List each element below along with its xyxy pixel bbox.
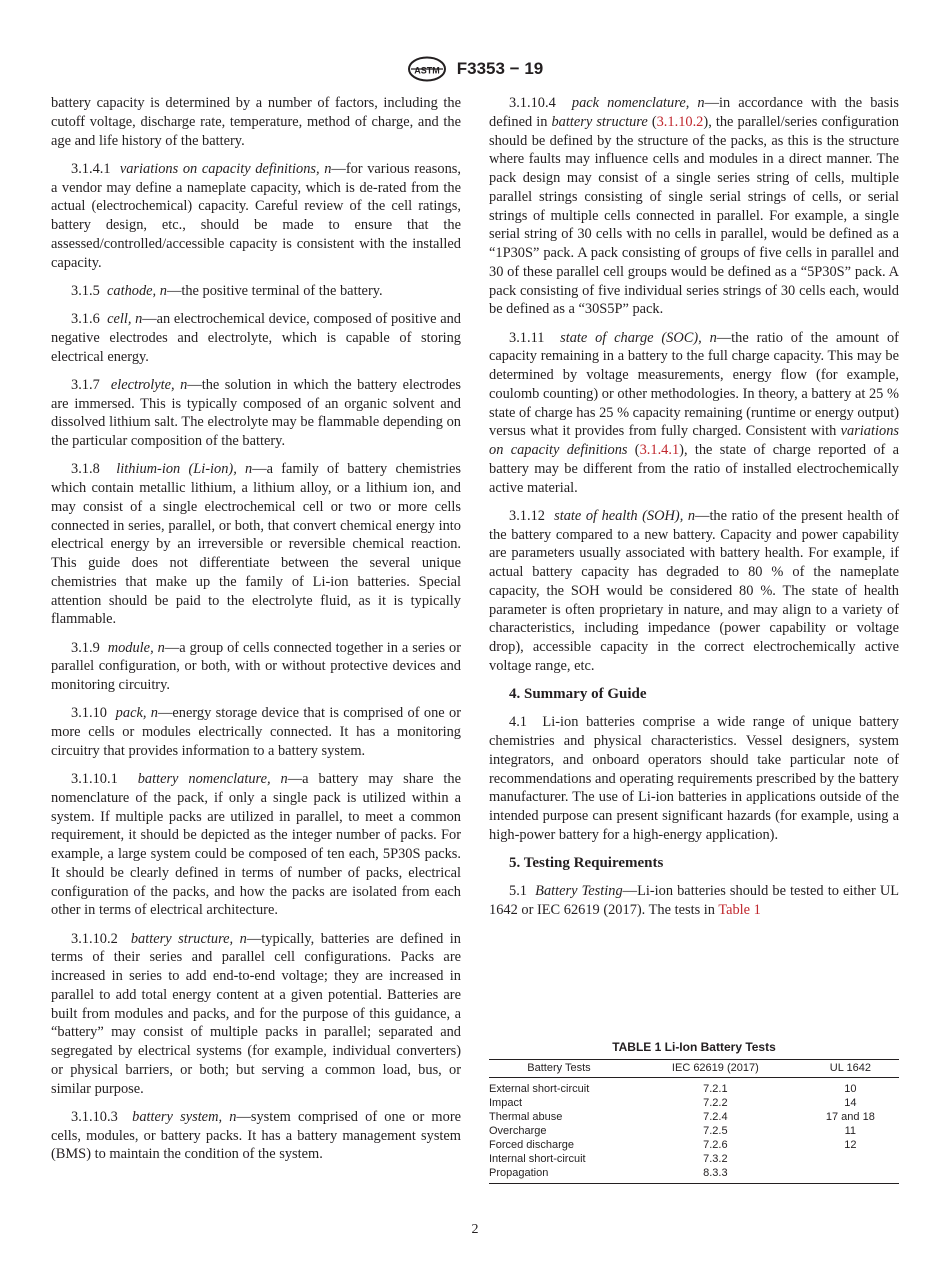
definition-text: , the state of charge reported of a battery may be different from the ratio of installed electrochemically active material. bbox=[489, 442, 900, 496]
section-heading-4: 4. Summary of Guide bbox=[509, 686, 647, 702]
paragraph-3-1-5 bbox=[51, 282, 461, 301]
definition-text: —the ratio of the present health of the battery compared to a new battery. Capacity and power capability are parameters usually associated with battery health. For example, if actual battery capacity has degraded to 80 % of the nameplate capacity, the SOH would be considered 80 %. The state of health parameter is often proprietary in nature, and may align to a variety of characteristics, including impedance (power capability or voltage drop), accessible capacity in the correct electrochemically active voltage range, etc. bbox=[489, 507, 900, 674]
paragraph-3-1-8 bbox=[51, 460, 461, 629]
section-number: 3.1.10 bbox=[71, 705, 107, 722]
table-row bbox=[489, 1078, 899, 1097]
definition-text: —in accordance with the basis defined in bbox=[489, 95, 900, 130]
section-heading-5: 5. Testing Requirements bbox=[509, 855, 664, 871]
paragraph-capacity-continued: battery capacity is determined by a number of factors, including the cutoff voltage, discharge rate, temperature, method of charge, and the age and life history of the battery. bbox=[51, 95, 461, 149]
table-cell: Overcharge bbox=[489, 1125, 547, 1137]
definition-text: —the solution in which the battery electrodes are immersed. This is typically composed of an organic solvent and dissolved lithium salt. The electrolyte may be flammable depending on the particular composition of the battery. bbox=[51, 376, 461, 449]
section-number: 3.1.11 bbox=[509, 329, 545, 346]
table-row bbox=[489, 1096, 899, 1110]
referenced-term: variations on capacity definitions bbox=[489, 423, 899, 458]
defined-term: battery system, n bbox=[132, 1108, 237, 1125]
section-number: 3.1.6 bbox=[71, 311, 100, 327]
defined-term: state of health (SOH), n bbox=[554, 507, 696, 524]
section-number: 3.1.4.1 bbox=[71, 160, 111, 177]
table-row bbox=[489, 1166, 899, 1184]
paragraph-4-1 bbox=[489, 713, 899, 844]
paragraph-3-1-6 bbox=[51, 310, 461, 366]
defined-term: pack nomenclature, n bbox=[571, 95, 705, 111]
defined-term: module, n bbox=[107, 639, 165, 656]
table-title: TABLE 1 Li-Ion Battery Tests bbox=[612, 1040, 776, 1054]
table-cell: 7.2.4 bbox=[703, 1111, 728, 1123]
astm-logo-icon bbox=[407, 56, 447, 82]
definition-text: —typically, batteries are defined in terms of their series and parallel cell configurations. Packs are increased in series to add end-to-end voltage; they are increased in parallel to add total energy content at a given potential. Batteries are built from modules and packs, and for the purpose of this guidance, a “battery” may consist of multiple packs in parallel; separated and segregated by electrical systems (for example, individual converters) or physical barriers, or both; but serving a common load, bus, or similar purpose. bbox=[51, 930, 461, 1097]
paragraph-3-1-10-3 bbox=[51, 1108, 461, 1164]
table-row bbox=[489, 1110, 899, 1124]
table-cell: External short-circuit bbox=[489, 1083, 590, 1095]
battery-tests-table bbox=[489, 1040, 899, 1184]
table-cell: Impact bbox=[489, 1097, 523, 1109]
table-cell bbox=[802, 1152, 899, 1166]
table-cell: 7.2.6 bbox=[703, 1139, 728, 1151]
definition-text: —the positive terminal of the battery. bbox=[166, 282, 383, 299]
table-cell bbox=[802, 1166, 899, 1184]
table-cell: 8.3.3 bbox=[629, 1166, 802, 1184]
table-cell: 7.2.5 bbox=[703, 1125, 728, 1137]
definition-text: —for various reasons, a vendor may define a nameplate capacity, which is de-rated from the actual (electrochemical) capacity. Careful review of the cell ratings, battery design, etc., should be made to ensure that the assessed/controlled/accessible capacity is consistent with the installed capacity. bbox=[51, 160, 461, 271]
section-number: 3.1.9 bbox=[71, 639, 100, 656]
section-number: 3.1.7 bbox=[71, 376, 100, 393]
column-header: Battery Tests bbox=[489, 1060, 629, 1078]
section-number: 3.1.10.4 bbox=[509, 95, 556, 111]
table-cell: 7.2.2 bbox=[703, 1097, 728, 1109]
definition-text: , the parallel/series configuration should be defined by the structure of the packs, as this is the structure where faults may influence cells and modules in a direct manner. The pack design may consist of a single series string of cells, multiple parallel strings consisting of single serial strings of cells, or serial strings of multiple cells connected in parallel. For example, a single serial string of 30 cells with no cells in parallel, would be defined as a “1P30S” pack. A pack consisting of groups of five cells in parallel and 30 of these parallel cell groups would be defined as a “5P30S” pack. A pack consisting of five individual series strings of 30 cells each, would be defined as a “30S5P” pack. bbox=[489, 113, 899, 318]
defined-term: battery nomenclature, n bbox=[137, 771, 288, 787]
paragraph-3-1-10-4: 3.1.10.4 pack nomenclature, n—in accordance with the basis defined in battery structure (3.1.10.2), the parallel/series configuration should be defined by the structure of the packs, as this is the structure where faults may influence cells and modules in a direct manner. The pack design may consist of a single series string of cells, multiple parallel strings consisting of single serial strings of cells, or serial strings of multiple cells connected in parallel. For example, a single serial string of 30 cells with no cells in parallel, would be defined as a “1P30S” pack. A pack consisting of groups of five cells in parallel and 30 of these parallel cell groups would be defined as a “5P30S” pack. A pack consisting of five individual series strings of 30 cells each, would be defined as a “30S5P” pack. bbox=[489, 95, 900, 318]
table-row bbox=[489, 1138, 899, 1152]
section-number: 3.1.12 bbox=[509, 507, 545, 524]
subsection-term: Battery Testing bbox=[535, 883, 623, 900]
page-header bbox=[0, 56, 950, 82]
column-header: IEC 62619 (2017) bbox=[629, 1060, 802, 1078]
paragraph-text: —Li-ion batteries should be tested to either UL 1642 or IEC 62619 (2017). The tests in bbox=[489, 883, 900, 918]
column-header: UL 1642 bbox=[802, 1060, 899, 1078]
section-number: 3.1.8 bbox=[71, 461, 100, 478]
paragraph-3-1-10-2 bbox=[51, 930, 461, 1099]
defined-term: battery structure, n bbox=[130, 930, 247, 947]
definition-text: —energy storage device that is comprised of one or more cells or modules electrically connected. It has a monitoring circuitry that provides information to a battery system. bbox=[51, 705, 461, 759]
table-row bbox=[489, 1152, 899, 1166]
defined-term: variations on capacity definitions, n bbox=[119, 160, 332, 177]
table-row bbox=[489, 1124, 899, 1138]
defined-term: lithium-ion (Li-ion), n bbox=[116, 461, 253, 478]
right-column bbox=[489, 94, 899, 929]
definition-text: —system comprised of one or more cells, modules, or battery packs. It has a battery management system (BMS) to maintain the condition of the system. bbox=[51, 1108, 461, 1163]
section-number: 3.1.10.2 bbox=[71, 930, 118, 947]
paragraph-3-1-7 bbox=[51, 376, 461, 451]
logo-text: ASTM bbox=[414, 65, 440, 76]
table-cell: Thermal abuse bbox=[489, 1111, 563, 1123]
paragraph-text: Li-ion batteries comprise a wide range of unique battery chemistries and physical characteristics. Vessel designers, system integrators, and onboard operators should take particular note of recommendations and operating requirements prescribed by the battery manufacturer. The use of Li-ion batteries in applications outside of the intended purpose can present significant hazards (for example, using a high-power battery for a high-energy application). bbox=[489, 714, 899, 843]
definition-text: —an electrochemical device, composed of positive and negative electrodes and electrolyte, which is capable of storing electrical energy. bbox=[51, 311, 461, 365]
defined-term: state of charge (SOC), n bbox=[560, 329, 717, 346]
section-number: 3.1.5 bbox=[71, 282, 100, 299]
section-number: 4.1 bbox=[509, 714, 527, 731]
paragraph-5-1 bbox=[489, 882, 899, 920]
defined-term: cathode, n bbox=[106, 282, 167, 299]
paragraph-3-1-11: 3.1.11 state of charge (SOC), n—the ratio of the amount of capacity remaining in a battery to the full charge capacity. This may be determined by voltage measurements, energy flow (for example, coulomb counting) or other methodologies. In theory, a battery at 25 % state of charge has 25 % capacity remaining (runtime or energy output) versus what it provides from fully charged. Consistent with variations on capacity definitions (3.1.4.1), the state of charge reported of a battery may be different from the ratio of installed electrochemically active material. bbox=[489, 329, 900, 496]
table-reference-link[interactable]: Table 1 bbox=[718, 902, 761, 918]
table-header-row bbox=[489, 1060, 899, 1078]
section-number: 3.1.10.1 bbox=[71, 771, 118, 787]
paragraph-3-1-10 bbox=[51, 704, 461, 760]
definition-text: —a family of battery chemistries which contain metallic lithium, a lithium alloy, or a lithium ion, and may consist of a single electrochemical cell or two or more cells connected in series, parallel, or both, that convert chemical energy into electrical energy by an irreversible or reversible chemical reaction. This guide does not differentiate between the several unique chemistries that make up the family of Li-ion batteries. Special attention should be paid to the electrolyte fluid, as it is typically flammable. bbox=[51, 461, 461, 628]
cross-reference-link[interactable]: 3.1.10.2 bbox=[656, 113, 704, 130]
table-cell: 17 and 18 bbox=[825, 1111, 875, 1123]
paragraph-3-1-4-1 bbox=[51, 160, 461, 273]
definition-text: —a group of cells connected together in a series or parallel configuration, or both, with or without protective devices and monitoring circuitry. bbox=[51, 639, 461, 693]
paragraph-3-1-9 bbox=[51, 639, 461, 695]
table-cell: Internal short-circuit bbox=[489, 1153, 586, 1165]
table-cell: 11 bbox=[844, 1125, 857, 1137]
document-id: F3353 − 19 bbox=[456, 59, 544, 78]
cross-reference-link[interactable]: 3.1.4.1 bbox=[639, 442, 680, 458]
page-number: 2 bbox=[471, 1222, 479, 1237]
table-cell: 14 bbox=[844, 1097, 857, 1109]
table-cell: Propagation bbox=[489, 1166, 629, 1184]
table-cell: 10 bbox=[844, 1083, 857, 1095]
section-number: 5.1 bbox=[509, 883, 527, 900]
referenced-term: battery structure bbox=[551, 113, 648, 130]
left-column bbox=[51, 94, 461, 1174]
defined-term: pack, n bbox=[115, 705, 158, 722]
table-cell: 7.2.1 bbox=[703, 1083, 728, 1095]
definition-text: —the ratio of the amount of capacity remaining in a battery to the full charge capacity. This may be determined by voltage measurements, energy flow (for example, coulomb counting) or other methodologies. In theory, a battery at 25 % state of charge has 25 % capacity remaining (runtime or energy output) versus what it provides from fully charged. Consistent with bbox=[489, 329, 899, 440]
paragraph-3-1-12 bbox=[489, 507, 899, 676]
defined-term: cell, n bbox=[107, 311, 143, 327]
paragraph-3-1-10-1 bbox=[51, 770, 461, 920]
section-number: 3.1.10.3 bbox=[71, 1108, 118, 1125]
definition-text: —a battery may share the nomenclature of the pack, if only a single pack is utilized within a system. If multiple packs are utilized in parallel, to meet a common requirement, it should be depicted as the integer number of packs. For example, a large system could be composed of ten each, 5P30S packs. It should be clearly defined in terms of number of packs, electrical configuration of the packs, and how the packs are isolated from each other in terms of electrical architecture. bbox=[51, 771, 462, 919]
table-cell: 7.3.2 bbox=[703, 1153, 728, 1165]
defined-term: electrolyte, n bbox=[110, 376, 188, 393]
table-cell: 12 bbox=[844, 1139, 857, 1151]
tests-table bbox=[489, 1059, 899, 1184]
table-cell: Forced discharge bbox=[489, 1139, 574, 1151]
